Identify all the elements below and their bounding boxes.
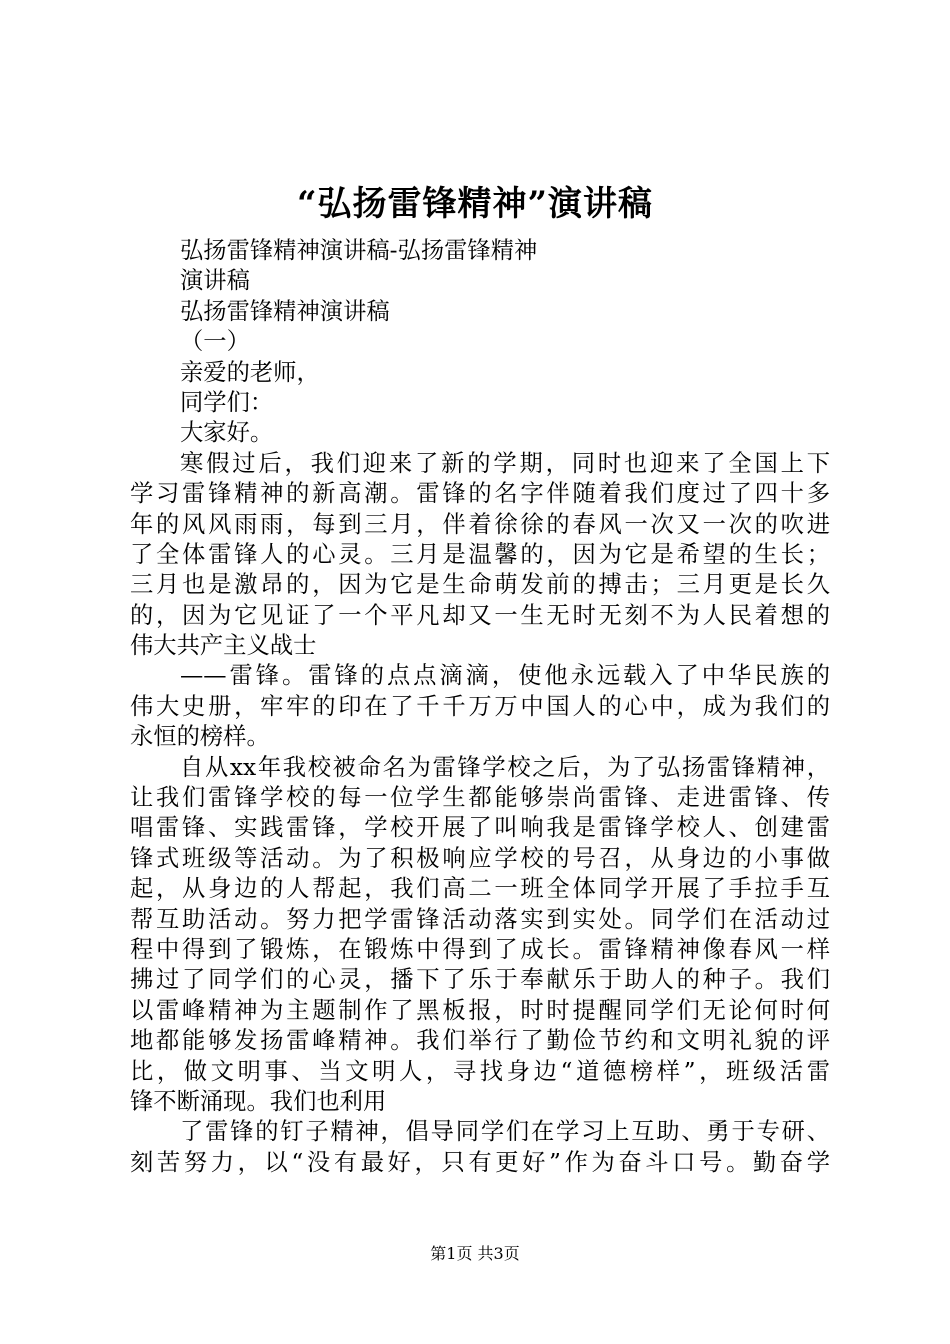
text-line: 同学们： xyxy=(180,388,274,416)
text-line: 永恒的榜样。 xyxy=(130,723,270,751)
text-line: 三月也是激昂的，因为它是生命萌发前的搏击；三月更是长久 xyxy=(130,571,830,599)
text-line: 伟大史册，牢牢的印在了千千万万中国人的心中，成为我们的 xyxy=(130,692,830,720)
text-line: 亲爱的老师， xyxy=(180,358,320,386)
text-line: 弘扬雷锋精神演讲稿 xyxy=(180,297,390,325)
text-line: 起，从身边的人帮起，我们高二一班全体同学开展了手拉手互 xyxy=(130,875,830,903)
page-title: “弘扬雷锋精神”演讲稿 xyxy=(296,184,654,224)
text-line: 自从xx年我校被命名为雷锋学校之后，为了弘扬雷锋精神， xyxy=(180,753,830,781)
text-line: 唱雷锋、实践雷锋，学校开展了叫响我是雷锋学校人、创建雷 xyxy=(130,814,830,842)
text-line: 程中得到了锻炼，在锻炼中得到了成长。雷锋精神像春风一样 xyxy=(130,935,830,963)
text-line: 了雷锋的钉子精神，倡导同学们在学习上互助、勇于专研、 xyxy=(180,1118,830,1146)
text-line: 以雷峰精神为主题制作了黑板报，时时提醒同学们无论何时何 xyxy=(130,996,830,1024)
text-line: 锋式班级等活动。为了积极响应学校的号召，从身边的小事做 xyxy=(130,844,830,872)
page-footer: 第1页 共3页 xyxy=(430,1244,520,1263)
text-line: 的，因为它见证了一个平凡却又一生无时无刻不为人民着想的 xyxy=(130,601,830,629)
text-line: 伟大共产主义战士 xyxy=(130,632,317,660)
text-line: 帮互助活动。努力把学雷锋活动落实到实处。同学们在活动过 xyxy=(130,905,830,933)
document-body xyxy=(130,236,830,1178)
text-line: 年的风风雨雨，每到三月，伴着徐徐的春风一次又一次的吹进 xyxy=(130,510,830,538)
text-line: （一） xyxy=(180,328,250,356)
text-line: 让我们雷锋学校的每一位学生都能够崇尚雷锋、走进雷锋、传 xyxy=(130,784,830,812)
text-line: 弘扬雷锋精神演讲稿-弘扬雷锋精神 xyxy=(180,237,538,264)
text-line: ——雷锋。雷锋的点点滴滴，使他永远载入了中华民族的 xyxy=(180,662,830,690)
text-line: 比，做文明事、当文明人，寻找身边“道德榜样”，班级活雷 xyxy=(130,1057,830,1085)
text-line: 大家好。 xyxy=(180,419,274,447)
text-line: 拂过了同学们的心灵，播下了乐于奉献乐于助人的种子。我们 xyxy=(130,966,830,994)
text-line: 寒假过后，我们迎来了新的学期，同时也迎来了全国上下 xyxy=(180,449,830,477)
text-line: 了全体雷锋人的心灵。三月是温馨的，因为它是希望的生长； xyxy=(130,540,830,568)
text-line: 地都能够发扬雷峰精神。我们举行了勤俭节约和文明礼貌的评 xyxy=(130,1027,830,1055)
text-line: 学习雷锋精神的新高潮。雷锋的名字伴随着我们度过了四十多 xyxy=(130,480,830,508)
text-line: 演讲稿 xyxy=(180,267,250,295)
text-line: 锋不断涌现。我们也利用 xyxy=(130,1087,387,1115)
text-line: 刻苦努力，以“没有最好，只有更好”作为奋斗口号。勤奋学 xyxy=(130,1148,830,1176)
